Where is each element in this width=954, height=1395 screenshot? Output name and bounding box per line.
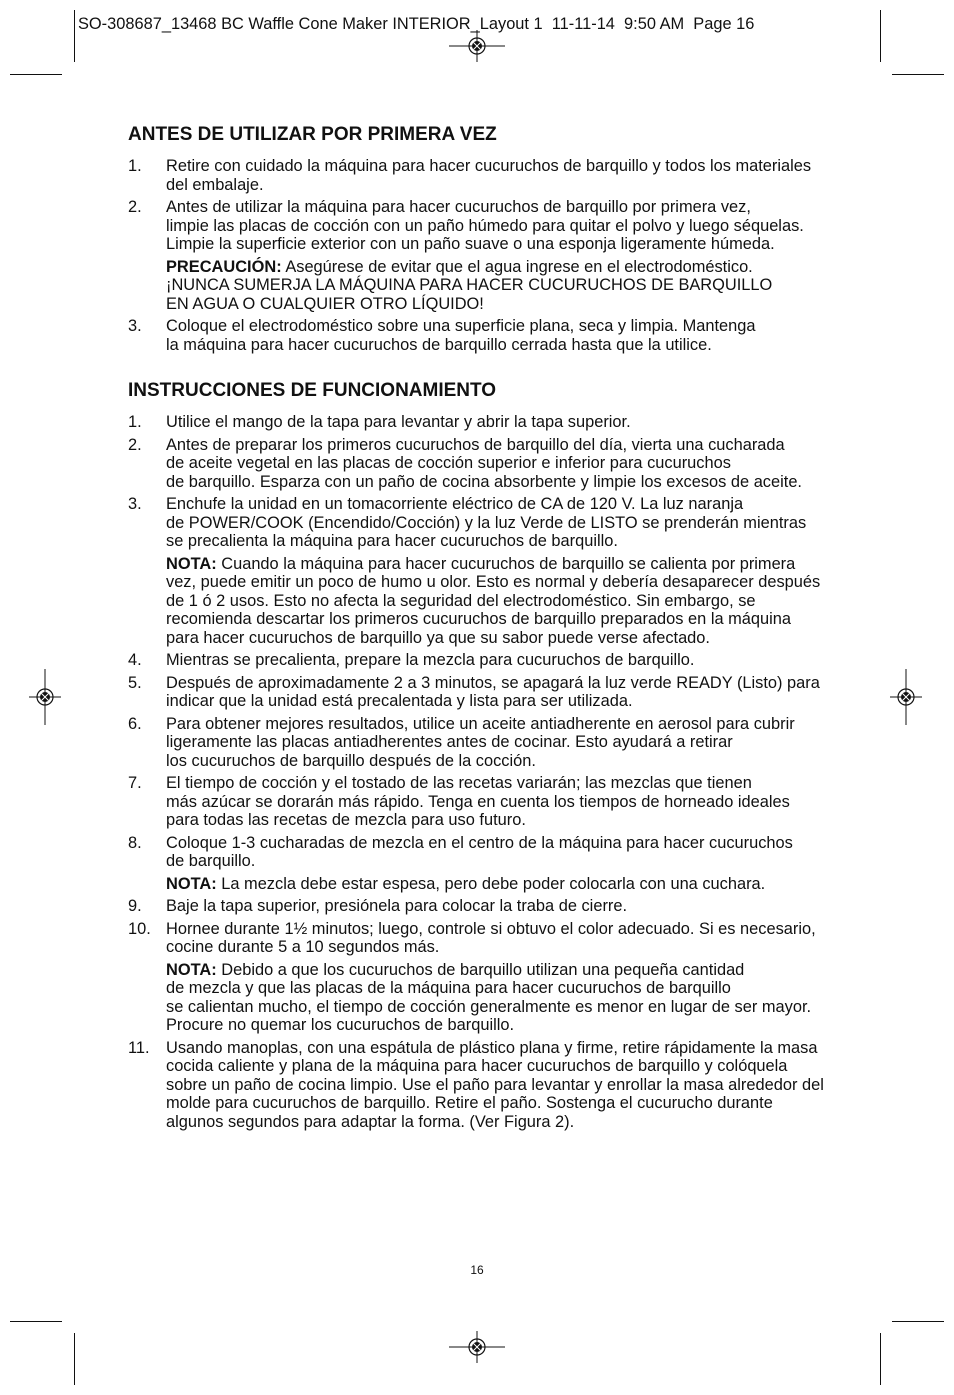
list-item	[128, 670, 848, 711]
print-slug: SO-308687_13468 BC Waffle Cone Maker INTERIOR_Layout 1 11-11-14 9:50 AM Page 16	[78, 15, 755, 33]
text-line: indicar que la unidad está precalentada y lista para ser utilizada.	[166, 692, 633, 711]
text-line: ligeramente las placas antiadherentes antes de cocinar. Esto ayudará a retirar	[166, 733, 733, 752]
text-line: sobre un paño de cocina limpio. Use el paño para levantar y enrollar la masa alrededor del	[166, 1075, 824, 1094]
item-text	[166, 715, 848, 771]
item-number: 6.	[128, 714, 142, 733]
list-item	[128, 647, 848, 670]
list-item	[128, 409, 848, 432]
text-line: Retire con cuidado la máquina para hacer cucuruchos de barquillo y todos los materiales	[166, 157, 812, 176]
text-line: de aceite vegetal en las placas de cocción superior e inferior para cucuruchos	[166, 454, 731, 473]
item-text	[166, 317, 848, 354]
item-number: 5.	[128, 673, 142, 692]
text-line: de POWER/COOK (Encendido/Cocción) y la luz Verde de LISTO se prenderán mientras	[166, 513, 807, 532]
text-line: para todas las recetas de mezcla para uso futuro.	[166, 811, 526, 830]
item-text	[166, 436, 848, 492]
item-text	[166, 198, 848, 313]
note-first-line	[166, 875, 848, 894]
section-heading: ANTES DE UTILIZAR POR PRIMERA VEZ	[128, 124, 497, 145]
text-line: Utilice el mango de la tapa para levantar y abrir la tapa superior.	[166, 413, 631, 432]
text-line: Limpie la superficie exterior con un paño suave o una esponja ligeramente húmeda.	[166, 235, 775, 254]
text-line: Usando manoplas, con una espátula de plástico plana y firme, retire rápidamente la masa	[166, 1038, 818, 1057]
crop-mark-top-left	[10, 10, 75, 75]
note-text-line: para hacer cucuruchos de barquillo ya que su sabor puede verse afectado.	[166, 628, 710, 647]
text-line: de barquillo. Esparza con un paño de cocina absorbente y limpie los excesos de aceite.	[166, 472, 802, 491]
item-number: 3.	[128, 317, 142, 336]
note-text-line: EN AGUA O CUALQUIER OTRO LÍQUIDO!	[166, 294, 484, 313]
registration-mark-top	[449, 30, 505, 62]
item-number: 11.	[128, 1038, 150, 1057]
text-line: cocine durante 5 a 10 segundos más.	[166, 938, 440, 957]
list-item	[128, 893, 848, 916]
page-number: 16	[470, 1263, 484, 1277]
text-line: del embalaje.	[166, 175, 264, 194]
note-text-line: La mezcla debe estar espesa, pero debe poder colocarla con una cuchara.	[221, 874, 766, 893]
list-item	[128, 491, 848, 647]
item-text	[166, 413, 848, 432]
text-line: Para obtener mejores resultados, utilice un aceite antiadherente en aerosol para cubrir	[166, 714, 795, 733]
text-line: los cucuruchos de barquillo después de la cocción.	[166, 751, 536, 770]
text-line: Antes de preparar los primeros cucuruchos de barquillo del día, vierta una cucharada	[166, 435, 785, 454]
item-number: 9.	[128, 897, 142, 916]
item-text	[166, 674, 848, 711]
list-item	[128, 711, 848, 771]
item-text	[166, 920, 848, 1035]
note-label: NOTA:	[166, 874, 217, 893]
list-item	[128, 770, 848, 830]
item-number: 1.	[128, 157, 142, 176]
note-first-line	[166, 258, 848, 277]
text-line: la máquina para hacer cucuruchos de barquillo cerrada hasta que la utilice.	[166, 335, 712, 354]
text-line: El tiempo de cocción y el tostado de las recetas variarán; las mezclas que tienen	[166, 774, 752, 793]
note-label: NOTA:	[166, 960, 217, 979]
item-number: 3.	[128, 495, 142, 514]
section-first-use	[128, 123, 848, 354]
item-text	[166, 834, 848, 894]
item-number: 2.	[128, 198, 142, 217]
registration-mark-right	[890, 669, 922, 725]
note-text-line: de mezcla y que las placas de la máquina para hacer cucuruchos de barquillo	[166, 979, 731, 998]
item-text	[166, 157, 848, 194]
item-text	[166, 774, 848, 830]
item-number: 2.	[128, 435, 142, 454]
list-item	[128, 916, 848, 1035]
item-text	[166, 1039, 848, 1132]
text-line: más azúcar se dorarán más rápido. Tenga en cuenta los tiempos de horneado ideales	[166, 792, 790, 811]
item-number: 7.	[128, 774, 142, 793]
list-item	[128, 313, 848, 354]
note-text-line: Debido a que los cucuruchos de barquillo utilizan una pequeña cantidad	[221, 960, 745, 979]
info-note	[166, 957, 848, 1035]
text-line: cocida caliente y plana de la máquina para hacer cucuruchos de barquillo y colóquela	[166, 1057, 788, 1076]
note-text-line: Asegúrese de evitar que el agua ingrese en el electrodoméstico.	[285, 257, 753, 276]
section-heading: INSTRUCCIONES DE FUNCIONAMIENTO	[128, 380, 497, 402]
registration-mark-left	[29, 669, 61, 725]
note-first-line	[166, 555, 848, 574]
note-text-line: vez, puede emitir un poco de humo u olor. Esto es normal y debería desaparecer después	[166, 573, 821, 592]
text-line: Coloque 1-3 cucharadas de mezcla en el centro de la máquina para hacer cucuruchos	[166, 833, 793, 852]
crop-mark-bottom-right	[881, 1322, 945, 1386]
item-text	[166, 897, 848, 916]
list-item	[128, 153, 848, 194]
item-number: 1.	[128, 413, 142, 432]
note-first-line	[166, 961, 848, 980]
item-text	[166, 651, 848, 670]
registration-mark-bottom	[449, 1331, 505, 1363]
text-line: Baje la tapa superior, presiónela para colocar la traba de cierre.	[166, 897, 628, 916]
text-line: de barquillo.	[166, 852, 256, 871]
note-text-line: ¡NUNCA SUMERJA LA MÁQUINA PARA HACER CUCURUCHOS DE BARQUILLO	[166, 276, 773, 295]
note-text-line: recomienda descartar los primeros cucuruchos de barquillo preparados en la máquina	[166, 610, 792, 629]
text-line: Enchufe la unidad en un tomacorriente eléctrico de CA de 120 V. La luz naranja	[166, 495, 744, 514]
caution-note	[166, 254, 848, 314]
crop-mark-top-right	[881, 10, 945, 75]
note-text-line: se calientan mucho, el tiempo de cocción generalmente es menor en lugar de ser mayor.	[166, 997, 812, 1016]
list-item	[128, 432, 848, 492]
text-line: Después de aproximadamente 2 a 3 minutos, se apagará la luz verde READY (Listo) para	[166, 673, 820, 692]
text-line: algunos segundos para adaptar la forma. (Ver Figura 2).	[166, 1112, 575, 1131]
note-text-line: Cuando la máquina para hacer cucuruchos de barquillo se calienta por primera	[221, 554, 796, 573]
text-line: Hornee durante 1½ minutos; luego, controle si obtuvo el color adecuado. Si es necesario,	[166, 919, 816, 938]
list-item	[128, 830, 848, 894]
text-line: molde para cucuruchos de barquillo. Retire el paño. Sostenga el cucurucho durante	[166, 1094, 773, 1113]
note-label: NOTA:	[166, 554, 217, 573]
item-number: 4.	[128, 651, 142, 670]
list-item	[128, 194, 848, 313]
text-line: Mientras se precalienta, prepare la mezcla para cucuruchos de barquillo.	[166, 651, 695, 670]
list-item	[128, 1035, 848, 1132]
page-content	[128, 123, 848, 1131]
text-line: limpie las placas de cocción con un paño húmedo para quitar el polvo y luego séquelas.	[166, 216, 804, 235]
note-text-line: de 1 ó 2 usos. Esto no afecta la seguridad del electrodoméstico. Sin embargo, se	[166, 591, 756, 610]
note-text-line: Procure no quemar los cucuruchos de barquillo.	[166, 1016, 515, 1035]
info-note	[166, 871, 848, 894]
item-number: 10.	[128, 919, 151, 938]
text-line: Coloque el electrodoméstico sobre una superficie plana, seca y limpia. Mantenga	[166, 317, 756, 336]
section-operating-instructions	[128, 379, 848, 1131]
note-label: PRECAUCIÓN:	[166, 257, 282, 276]
crop-mark-bottom-left	[10, 1322, 75, 1386]
item-text	[166, 495, 848, 647]
info-note	[166, 551, 848, 648]
item-number: 8.	[128, 833, 142, 852]
text-line: Antes de utilizar la máquina para hacer cucuruchos de barquillo por primera vez,	[166, 198, 751, 217]
text-line: se precalienta la máquina para hacer cucuruchos de barquillo.	[166, 532, 618, 551]
